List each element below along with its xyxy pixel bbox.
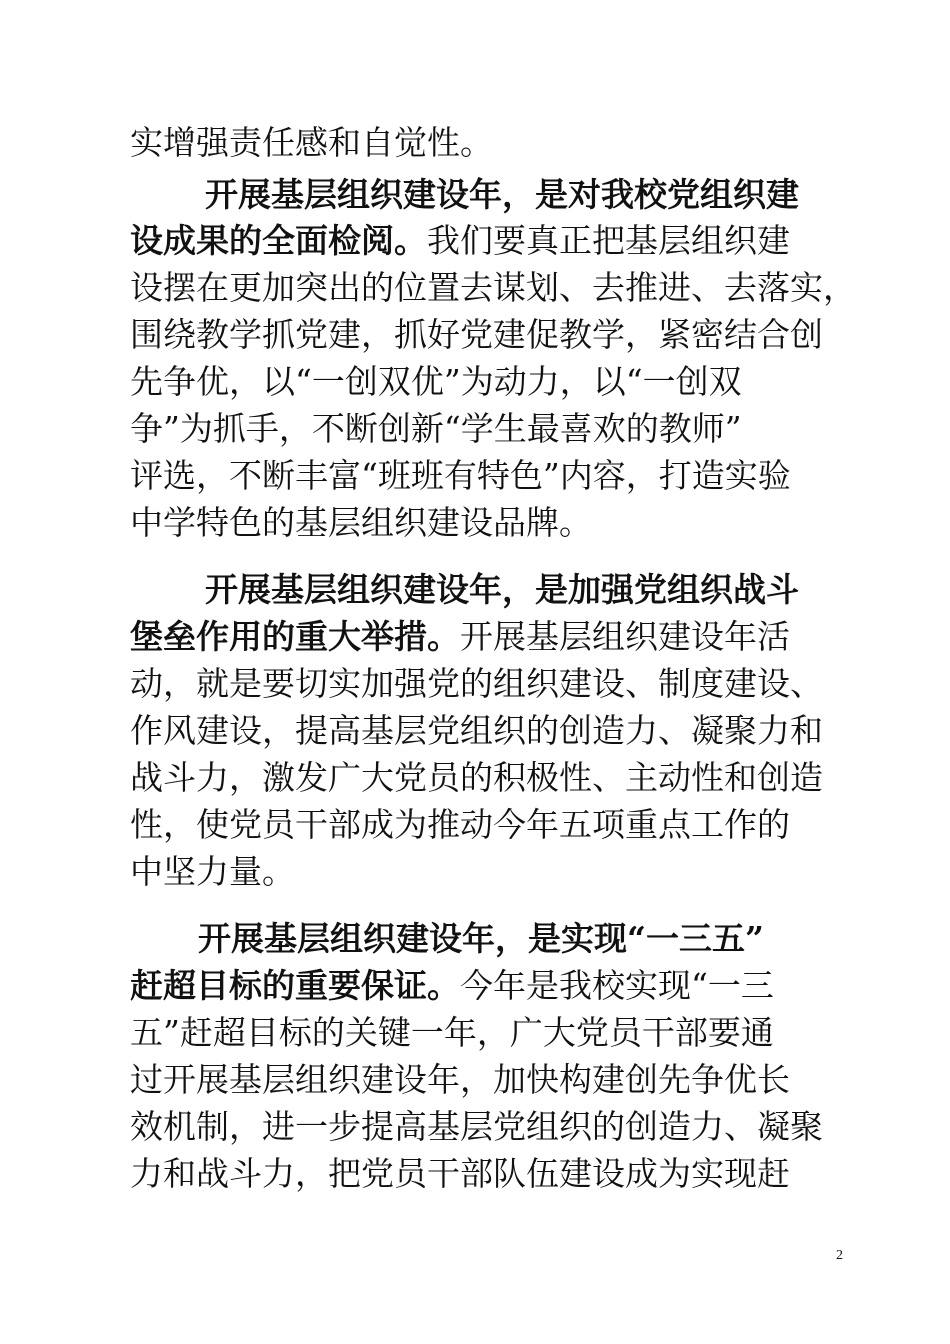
text-run: 争”为抓手，不断创新“学生最喜欢的教师” bbox=[130, 409, 742, 448]
bold-text-run: 开展基层组织建设年，是加强党组织战斗 bbox=[205, 570, 799, 609]
page-number: 2 bbox=[836, 1248, 843, 1263]
body-text-line bbox=[130, 963, 774, 1009]
text-run: 先争优，以“一创双优”为动力，以“一创双 bbox=[130, 362, 742, 401]
body-text-line bbox=[130, 1057, 790, 1103]
body-text-line bbox=[130, 359, 742, 405]
body-text-line bbox=[130, 614, 790, 660]
body-text-line bbox=[130, 312, 823, 358]
body-text-line bbox=[130, 500, 592, 546]
body-text-line bbox=[130, 453, 791, 499]
body-text-line bbox=[130, 802, 790, 848]
bold-text-run: 堡垒作用的重大举措。 bbox=[130, 617, 460, 656]
text-run: 中学特色的基层组织建设品牌。 bbox=[130, 503, 592, 542]
paragraph-heading-line bbox=[205, 172, 799, 218]
body-text-line bbox=[130, 1010, 774, 1056]
body-text-line bbox=[130, 120, 493, 166]
text-run: 中坚力量。 bbox=[130, 852, 295, 891]
body-text-line bbox=[130, 406, 742, 452]
text-run: 开展基层组织建设年活 bbox=[460, 617, 790, 656]
text-run: 实增强责任感和自觉性。 bbox=[130, 123, 493, 162]
paragraph-heading-line bbox=[205, 567, 799, 613]
text-run: 作风建设，提高基层党组织的创造力、凝聚力和 bbox=[130, 711, 823, 750]
text-run: 围绕教学抓党建，抓好党建促教学，紧密结合创 bbox=[130, 315, 823, 354]
body-text-line bbox=[130, 708, 823, 754]
text-run: 效机制，进一步提高基层党组织的创造力、凝聚 bbox=[130, 1107, 823, 1146]
body-text-line bbox=[130, 218, 790, 264]
text-run: 过开展基层组织建设年，加快构建创先争优长 bbox=[130, 1060, 790, 1099]
text-run: 五”赶超目标的关键一年，广大党员干部要通 bbox=[130, 1013, 774, 1052]
bold-text-run: 开展基层组织建设年，是对我校党组织建 bbox=[205, 175, 799, 214]
body-text-line bbox=[130, 755, 823, 801]
text-run: 战斗力，激发广大党员的积极性、主动性和创造 bbox=[130, 758, 823, 797]
paragraph-heading-line bbox=[198, 916, 764, 962]
bold-text-run: 赶超目标的重要保证。 bbox=[130, 966, 460, 1005]
text-run: 评选，不断丰富“班班有特色”内容，打造实验 bbox=[130, 456, 791, 495]
text-run: 动，就是要切实加强党的组织建设、制度建设、 bbox=[130, 664, 823, 703]
body-text-line bbox=[130, 1104, 823, 1150]
body-text-line bbox=[130, 661, 823, 707]
body-text-line bbox=[130, 265, 856, 311]
text-run: 性，使党员干部成为推动今年五项重点工作的 bbox=[130, 805, 790, 844]
text-run: 设摆在更加突出的位置去谋划、去推进、去落实， bbox=[130, 268, 856, 307]
body-text-line bbox=[130, 849, 295, 895]
text-run: 力和战斗力，把党员干部队伍建设成为实现赶 bbox=[130, 1154, 790, 1193]
text-run: 我们要真正把基层组织建 bbox=[427, 221, 790, 260]
bold-text-run: 开展基层组织建设年，是实现“一三五” bbox=[198, 919, 764, 958]
bold-text-run: 设成果的全面检阅。 bbox=[130, 221, 427, 260]
body-text-line bbox=[130, 1151, 790, 1197]
text-run: 今年是我校实现“一三 bbox=[460, 966, 774, 1005]
